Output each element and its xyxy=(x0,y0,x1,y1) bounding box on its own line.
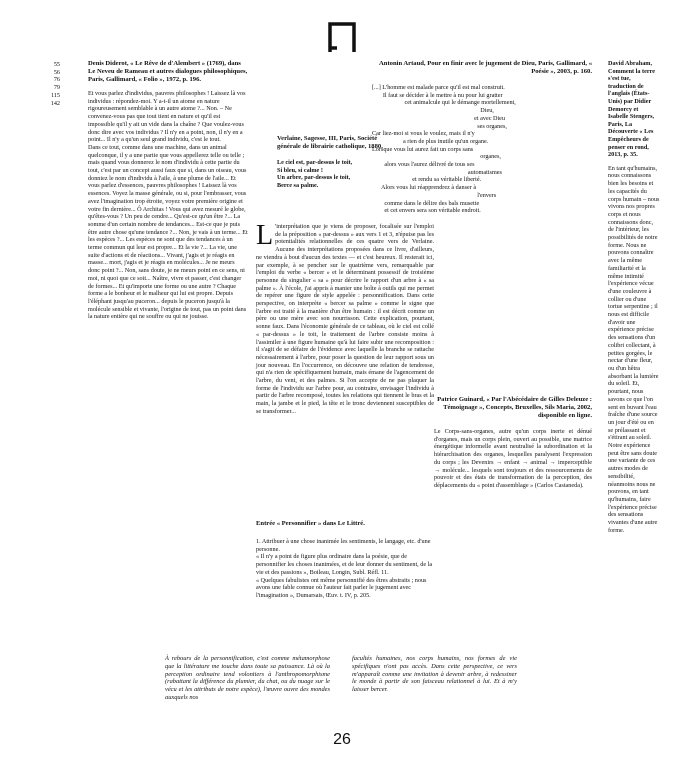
artaud-text xyxy=(372,84,592,215)
artaud-line: et cet envers sera son véritable endroit. xyxy=(372,207,481,215)
littre-paragraph: « Il n'y a point de figure plus ordinaire dans la poésie, que de personnifier les choses inanimées, et de leur donner du sentiment, de la vie et des passions », Boileau, Longin, Subl. Réfl. 11. xyxy=(256,553,433,576)
poem-line: Berce sa palme. xyxy=(277,182,319,190)
diderot-block xyxy=(88,60,248,321)
guinard-text: Le Corps-sans-organes, autre qu'un corps inerte et dénué d'organes, mais un corps plein, ouvert au possible, une matrice énergétique informelle avant neutralisé la subordination et la hiérarchisation des organes, lesquelles paralysent l'expression du corps ; les Devenirs → enfant → animal → imperceptible → molécule... lesquels sont toujours et des ressourcements de pouvoir et des états de transformation de la perception, des déplacements du « point d'assemblage » (Carlos Castaneda). xyxy=(434,428,592,489)
artaud-line: l'envers xyxy=(372,191,497,199)
artaud-line: Dieu, xyxy=(372,107,494,115)
artaud-line: et rendu sa véritable liberté. xyxy=(372,176,482,184)
verlaine-source: Verlaine, Sagesse, III, Paris, Société générale de librairie catholique, 1880. xyxy=(277,135,383,150)
artaud-line: alors vous l'aurez délivré de tous ses xyxy=(372,161,475,169)
artaud-line: et avec Dieu xyxy=(372,114,506,122)
abram-text: En tant qu'humains, nous connaissons bien les besoins et les capacités du corps humain – nous vivons nos propres corps et nous connaissons donc, de l'intérieur, les possibilités de notre forme. Nous ne pouvons connaître avec la même familiarité et la même intimité l'expérience vécue d'une couleuvre à collier ou d'une tortue serpentine ; il nous est difficile d'avoir une expérience précise des sensations d'un colibri collectant, à petites gorgées, le nectar d'une fleur, ou d'un hêtra absorbant la lumière du soleil. Et, pourtant, nous savons ce que l'on sent en buvant l'eau fraîche d'une source un jour d'été ou en se prélassant et s'étirant au soleil. Notre expérience peut être sans doute une variante de ces autres modes de sensibilité, néanmoins nous ne pouvons, en tant qu'humains, faire l'expérience précise des sensations vivantes d'une autre forme. xyxy=(608,164,660,534)
poem-line: Un arbre, par-dessus le toit, xyxy=(277,174,351,182)
interpretation-text: 'interprétation que je viens de proposer, focalisée sur l'emploi de la préposition « par-dessus » aux vers 1 et 3, n'épuise pas les potentialités relationnelles de ces quatre vers de Verlaine. Aucune des interprétations proposées dans ce livre, d'ailleurs, ne viendra à bout d'aucun des textes — et c'est heureux. Il resterait ici, par exemple, à se pencher sur le quatrième vers, remarquable par l'emploi du verbe « bercer » et le déterminant possessif de troisième personne du singulier « sa » pour décrire le rapport d'un arbre à « sa palme ». À l'école, j'ai appris à manier une boîte à outils qui me permet de repérer une figure de style appelée : personnification. Dans cette perspective, on interprète « bercer sa palme » comme le signe que l'arbre est traité à la manière d'un être humain : il est décrit comme un père ou une mère avec son nourrisson. Cette explication, pourtant, sonne faux. Dans l'économie générale de ce tableau, où le ciel est collé « par-dessus » le toit, le traitement de l'arbre consiste moins à l'assimiler à une figure humaine qu'à lui faire subir une recomposition : il s'agit de se défaire de l'évidence avec laquelle la branche se rattache nécessairement à l'arbre, pour poser la question de leur rapport sous un jour nouveau. En l'occurrence, on découvre une relation de tendresse, qui n'a rien de spécifiquement humain, mais émane de l'agencement de l'arbre, du vent, et des palmes. Si l'on accepte de ne pas plaquer la forme de l'individu sur l'arbre pour, au contraire, envisager l'individu à partir de l'arbre recomposé, toutes les relations qui tiennent le bras et la main, la jambe et le pied, la tête et le tronc deviennent susceptibles de se transformer... xyxy=(256,223,434,415)
diderot-source: Denis Diderot, « Le Rêve de d'Alembert » (1769), dans Le Neveu de Rameau et autres dialogues philosophiques, Paris, Gallimard, « Folio », 1972, p. 196. xyxy=(88,60,248,83)
diderot-paragraph: Et vous parlez d'individus, pauvres philosophes ! Laissez là vos individus : répondez-moi. Y a-t-il un atome en nature rigoureusement semblable à un autre atome ?... Non. – Ne convenez-vous pas que tout tient en nature et qu'il est impossible qu'il y ait un vide dans la chaîne ? Que voulez-vous donc dire avec vos individus ? Il n'y en a point, non, il n'y en a point... Il n'y a qu'un seul grand individu, c'est le tout. xyxy=(88,90,246,144)
poem-line: Si bleu, si calme ! xyxy=(277,166,323,174)
line-number: 142 xyxy=(50,99,60,107)
line-number: 56 xyxy=(53,68,60,76)
abram-source: David Abraham, Comment la terre s'est tue, traduction de l'anglais (États-Unis) par Didier Demorcy et Isabelle Stengers, Paris, La Découverte « Les Empêcheurs de penser en rond, 2013, p. 35. xyxy=(608,60,655,159)
line-number: 79 xyxy=(53,84,60,92)
poem-line: Le ciel est, par-dessus le toit, xyxy=(277,159,353,166)
drop-cap: L xyxy=(256,220,274,251)
littre-block xyxy=(256,520,434,600)
line-number: 55 xyxy=(53,61,60,68)
footer-right-text: facultés humaines, nos corps humains, nos formes de vie spécifiques n'ont pas accès. Dans cette perspective, ce vers m'apparaît comme une invitation à devenir arbre, à redessiner le monde à partir de son faisceau relationnel à lui. Et à m'y laisser bercer. xyxy=(352,655,517,694)
littre-paragraph: « Quelques fabulistes ont même personnifié des êtres abstraits ; nous avons une fable connue où l'auteur fait parler le jugement avec l'imagination », Dumarsais, Œuv. t. IV, p. 205. xyxy=(256,576,427,599)
guinard-source: Patrice Guinard, « Par l'Abécédaire de Gilles Deleuze : Témoignage », Concepts, Bruxelles, Sils Maria, 2002, disponible en ligne. xyxy=(437,396,592,419)
page-number: 26 xyxy=(333,731,351,748)
line-number: 76 xyxy=(53,76,60,84)
guinard-block xyxy=(434,396,592,490)
footer-left-text: À rebours de la personnification, c'est comme métamorphose que la littérature me touche dans toute sa puissance. Là où la perception ordinaire tend volontiers à l'anthropomorphisme (rabattant la différence du plumier, du chat, ou du nuage sur le vécu et les attributs de notre espèce), l'œuvre ouvre des mondes auxquels nos xyxy=(165,655,330,701)
artaud-line: a rien de plus inutile qu'un organe. xyxy=(372,137,489,145)
diderot-paragraph: Dans ce tout, comme dans une machine, dans un animal quelconque, il y a une partie que vous appellerez telle ou telle ; mais quand vous donnerez le nom d'individu à cette partie du tout, c'est par un concept aussi faux que si, dans un oiseau, vous donniez le nom d'individu à l'aile, à une plume de l'aile... Et vous parlez d'essences, pauvres philosophes ! Laissez là vos essences. Voyez la masse générale, ou si, pour l'embrasser, vous avez l'imagination trop étroite, voyez votre première origine et votre fin dernière... Ô Architas ! Vous qui avez mesuré le globe, qu'êtes-vous ? Un peu de cendre... Qu'est-ce qu'un être ?... La somme d'un certain nombre de tendances... Est-ce que je puis être autre chose qu'une tendance ?... Non, je vais à un terme... Et les espèces ?... Les espèces ne sont que des tendances à un terme commun qui leur est propre... Et la vie ?... La vie, une suite d'actions et de réactions... Vivant, j'agis et je réagis en masse... mort, j'agis et je réagis en molécules... Je ne meurs donc point ?... Non, sans doute, je ne meurs point en ce sens, ni moi, ni quoi que ce soit... Naître, vivre et passer, c'est changer de formes... Et qu'importe une forme ou une autre ? Chaque forme a le bonheur et le malheur qui lui est propre. Depuis l'éléphant jusqu'au puceron... depuis le puceron jusqu'à la molécule sensible et vivante, l'origine de tout, pas un point dans la nature entière qui ne souffre ou qui ne jouisse. xyxy=(88,143,248,321)
artaud-block xyxy=(372,60,592,215)
artaud-line: ses organes, xyxy=(372,122,507,130)
artaud-line: automatismes xyxy=(372,168,502,176)
artaud-line: organes, xyxy=(372,153,501,161)
abram-block xyxy=(608,60,660,534)
artaud-line: Alors vous lui réapprendrez à danser à xyxy=(372,184,477,192)
artaud-line: [...] L'homme est malade parce qu'il est mal construit. xyxy=(372,84,505,91)
littre-paragraph: 1. Attribuer à une chose inanimée les sentiments, le langage, etc. d'une personne. xyxy=(256,538,431,553)
littre-source: Entrée « Personnifier » dans Le Littré. xyxy=(256,520,365,527)
artaud-line: cet animalcule qui le démange mortellement, xyxy=(372,99,516,107)
line-number: 115 xyxy=(50,91,60,99)
artaud-source: Antonin Artaud, Pour en finir avec le jugement de Dieu, Paris, Gallimard, « Poésie », 2003, p. 160. xyxy=(379,60,592,75)
artaud-line: Lorsque vous lui aurez fait un corps sans xyxy=(372,145,474,153)
chapter-mark-icon xyxy=(327,20,357,54)
line-numbers xyxy=(38,61,60,107)
interpretation-block xyxy=(256,220,434,416)
artaud-line: comme dans le délire des bals musette xyxy=(372,199,480,207)
artaud-line: Il faut se décider à le mettre à nu pour lui gratter xyxy=(372,91,503,99)
artaud-line: Car liez-moi si vous le voulez, mais il n'y xyxy=(372,130,475,138)
verlaine-block xyxy=(277,135,387,190)
